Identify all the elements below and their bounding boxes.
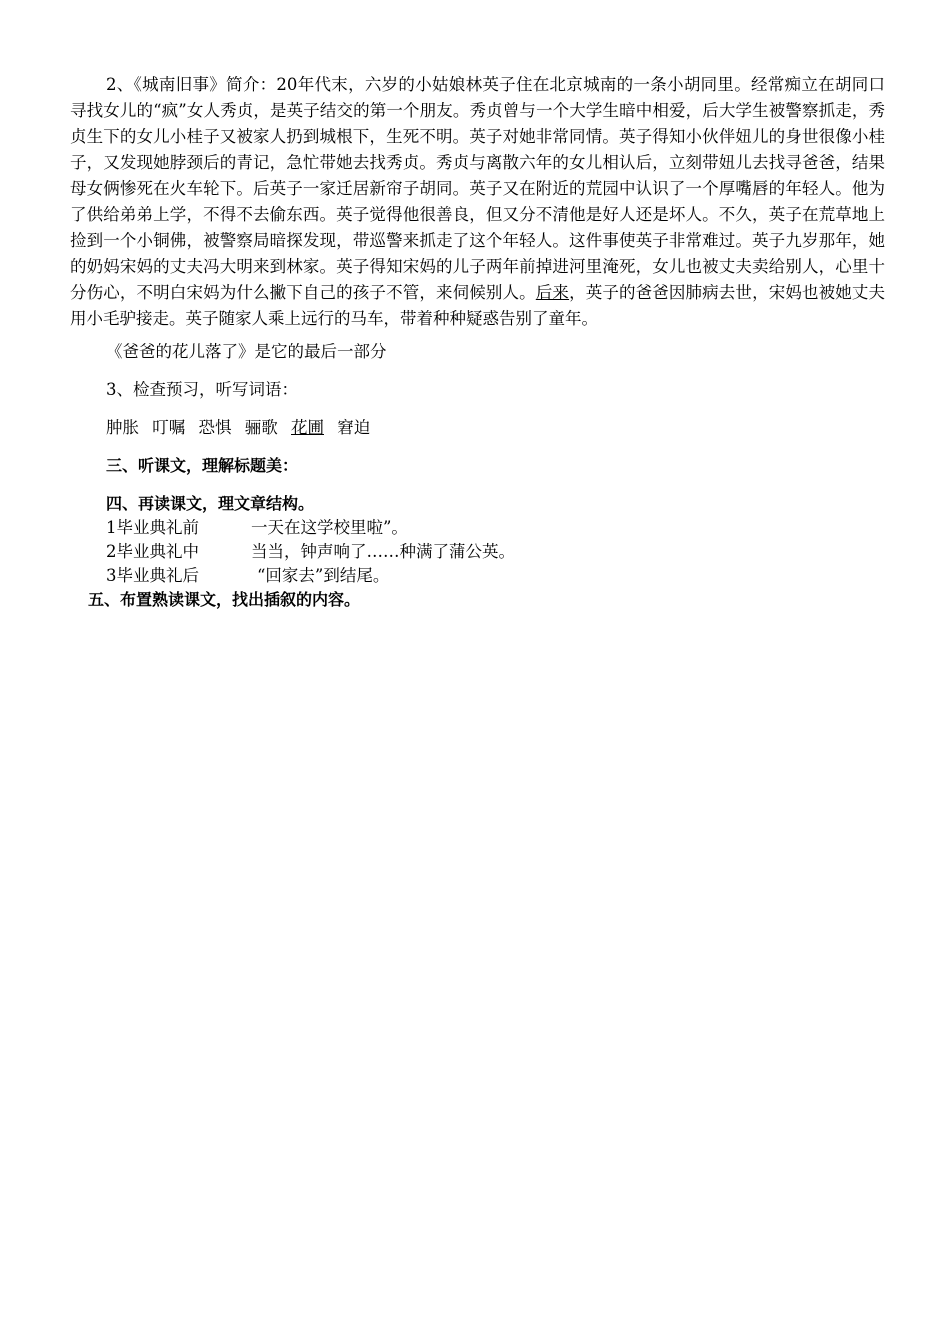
vocab-word: 肿胀 bbox=[106, 418, 139, 437]
intro-paragraph bbox=[70, 72, 885, 332]
intro-text-part1: 2、《城南旧事》简介：20年代末，六岁的小姑娘林英子住在北京城南的一条小胡同里。经常痴立在胡同口寻找女儿的“疯”女人秀贞，是英子结交的第一个朋友。秀贞曾与一个大学生暗中相爱，后大学生被警察抓走，秀贞生下的女儿小桂子又被家人扔到城根下，生死不明。英子对她非常同情。英子得知小伙伴妞儿的身世很像小桂子，又发现她脖颈后的青记，急忙带她去找秀贞。秀贞与离散六年的女儿相认后，立刻带妞儿去找寻爸爸，结果母女俩惨死在火车轮下。后英子一家迁居新帘子胡同。英子又在附近的荒园中认识了一个厚嘴唇的年轻人。他为了供给弟弟上学，不得不去偷东西。英子觉得他很善良，但又分不清他是好人还是坏人。不久，英子在荒草地上捡到一个小铜佛，被警察局暗探发现，带巡警来抓走了这个年轻人。这件事使英子非常难过。英子九岁那年，她的奶妈宋妈的丈夫冯大明来到林家。英子得知宋妈的儿子两年前掉进河里淹死，女儿也被丈夫卖给别人，心里十分伤心，不明白宋妈为什么撇下自己的孩子不管，来伺候别人。 bbox=[70, 75, 885, 302]
note-line: 《爸爸的花儿落了》是它的最后一部分 bbox=[106, 342, 387, 361]
section-four-heading: 四、再读课文，理文章结构。 bbox=[106, 494, 315, 513]
vocab-word: 恐惧 bbox=[198, 418, 232, 437]
structure-desc: 当当，钟声响了……种满了蒲公英。 bbox=[251, 542, 515, 561]
structure-desc: “回家去”到结尾。 bbox=[257, 566, 390, 585]
vocab-line bbox=[70, 416, 885, 440]
vocab-word: 叮嘱 bbox=[152, 418, 186, 437]
structure-part: 3毕业典礼后 bbox=[106, 566, 199, 585]
structure-row bbox=[70, 540, 885, 564]
vocab-word: 骊歌 bbox=[244, 418, 278, 437]
intro-text-part2: ，英子的爸爸因肺病去世，宋妈也被她丈夫用小毛驴接走。英子随家人乘上远行的马车，带着种种疑惑告别了童年。 bbox=[70, 283, 886, 328]
structure-part: 1毕业典礼前 bbox=[106, 518, 199, 537]
section-five-heading: 五、布置熟读课文，找出插叙的内容。 bbox=[88, 590, 361, 609]
structure-row bbox=[70, 516, 885, 540]
section3-title: 3、检查预习，听写词语： bbox=[106, 380, 298, 399]
intro-underlined-word: 后来 bbox=[535, 283, 570, 302]
vocab-word-underlined: 花圃 bbox=[291, 418, 324, 437]
structure-part: 2毕业典礼中 bbox=[106, 542, 199, 561]
structure-desc: 一天在这学校里啦”。 bbox=[251, 518, 408, 537]
vocab-word: 窘迫 bbox=[337, 418, 371, 437]
structure-row bbox=[70, 564, 885, 588]
document-page bbox=[70, 72, 885, 612]
section-three-heading: 三、听课文，理解标题美： bbox=[106, 456, 299, 475]
